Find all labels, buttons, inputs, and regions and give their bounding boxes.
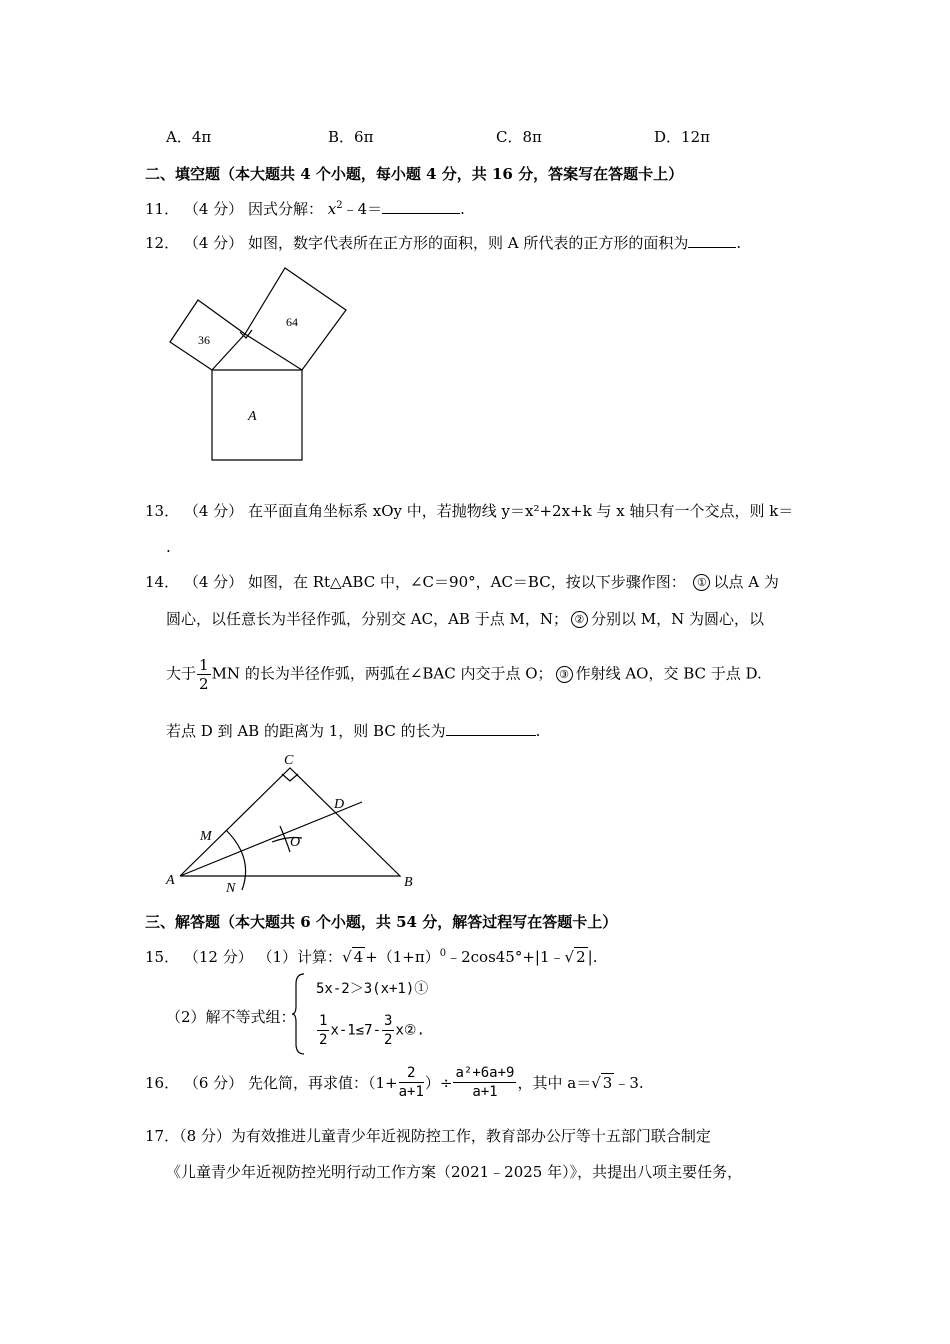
q11-text: 因式分解： [247, 200, 323, 218]
point-d-label: D [334, 797, 345, 812]
ineq2-frac2-den: 2 [384, 1032, 393, 1048]
q16-fraction-2: $\frac{\text{a²+6a+9}}{a+1}$ [455, 1065, 515, 1100]
ineq-dot: . [416, 1022, 425, 1039]
option-b: B．6π [328, 128, 374, 146]
q14-line2a: 圆心，以任意长为半径作弧，分别交 AC，AB 于点 M，N； [166, 610, 568, 628]
point-c-label: C [284, 753, 294, 768]
triangle-abc [180, 768, 400, 876]
sqrt-2: √ 2 [564, 948, 586, 966]
q14-line1b: 以点 A 为 [713, 573, 779, 591]
question-14-line-4: 若点 D 到 AB 的距离为 1，则 BC 的长为 . [166, 722, 541, 740]
point-b-label: B [404, 875, 413, 890]
q16-tail: ，其中 a＝ [517, 1074, 592, 1092]
q11-score: （4 分） [183, 200, 244, 218]
sqrt-3: √ 3 [591, 1073, 613, 1092]
q13-number: 13． [145, 502, 180, 520]
question-14-line-2 [166, 608, 764, 629]
label-36: 36 [198, 333, 210, 347]
q14-triangle-figure [160, 748, 430, 896]
option-a: A．4π [166, 128, 212, 146]
ineq2-frac-den: 2 [319, 1032, 328, 1048]
section-3-title: 三、解答题（本大题共 6 个小题，共 54 分，解答过程写在答题卡上） [145, 913, 618, 931]
question-17-line-1 [145, 1125, 711, 1146]
point-o-label: O [290, 835, 301, 850]
inequality-2 [316, 1012, 425, 1049]
q12-squares-figure [160, 262, 360, 472]
question-11: 11． （4 分） 因式分解： $x^2﹣4=$ . [145, 200, 465, 218]
option-d: D．12π [654, 128, 710, 146]
q15-number: 15． [145, 948, 180, 966]
q15-part-2-label: （2）解不等式组： [166, 1008, 296, 1026]
q11-number: 11． [145, 200, 180, 218]
q11-var: x [327, 200, 337, 218]
label-64: 64 [286, 315, 298, 329]
q14-line3b: MN 的长为半径作弧，两弧在∠BAC 内交于点 O； [211, 664, 553, 683]
q16-fraction-1: $\frac{2}{a+1}$ [398, 1065, 424, 1100]
q15-p1d: |. [587, 948, 598, 966]
ineq2-part-a: x-1≤7- [330, 1022, 382, 1039]
q16-number: 16． [145, 1074, 180, 1092]
question-15-part-1 [145, 946, 597, 967]
question-12: 12． （4 分） 如图，数字代表所在正方形的面积，则 A 所代表的正方形的面积为 . [145, 234, 742, 252]
q12-answer-blank [688, 233, 736, 248]
q17-line1: 为有效推进儿童青少年近视防控工作，教育部办公厅等十五部门联合制定 [230, 1127, 711, 1145]
q16-text: 先化简，再求值：（1+ [247, 1074, 398, 1092]
q15-p1a: （1）计算： [257, 948, 343, 966]
q17-score: （8 分） [179, 1127, 231, 1145]
q12-score: （4 分） [183, 234, 244, 252]
q16-tail2: ﹣3. [614, 1074, 644, 1092]
q15-exponent: 0 [439, 948, 447, 959]
question-17-line-2: 《儿童青少年近视防控光明行动工作方案（2021﹣2025 年）》，共提出八项主要任务， [166, 1163, 743, 1181]
ineq2-part-b: x② [395, 1022, 417, 1039]
q14-line3a: 大于 [166, 664, 197, 683]
point-m-label: M [200, 829, 212, 844]
q12-number: 12． [145, 234, 180, 252]
q15-p1c: ﹣2cos45°+|1﹣ [446, 948, 565, 966]
q13-text: 在平面直角坐标系 xOy 中，若抛物线 y＝x²+2x+k 与 x 轴只有一个交点，则 k＝ [247, 502, 794, 520]
step-2-marker: ② [571, 611, 588, 628]
question-13 [145, 500, 793, 521]
q16-score: （6 分） [183, 1074, 244, 1092]
square-a [212, 370, 302, 460]
q14-line1: 如图，在 Rt△ABC 中，∠C＝90°，AC＝BC，按以下步骤作图： [247, 573, 686, 591]
q14-line4: 若点 D 到 AB 的距离为 1，则 BC 的长为 [166, 722, 446, 740]
question-14-line-3 [166, 656, 762, 693]
fraction-one-half: $\frac{1}{2}$ [199, 656, 209, 693]
q14-answer-blank [446, 721, 536, 736]
label-a: A [248, 409, 257, 424]
ineq2-frac-num: 1 [319, 1013, 328, 1029]
inequality-1: 5x-2＞3(x+1)① [316, 981, 429, 997]
q13-tail: . [166, 538, 171, 556]
step-3-marker: ③ [556, 666, 573, 683]
system-brace [292, 972, 306, 1056]
question-16 [145, 1064, 644, 1101]
q14-line3c: 作射线 AO，交 BC 于点 D. [575, 664, 762, 683]
q12-text: 如图，数字代表所在正方形的面积，则 A 所代表的正方形的面积为 [247, 234, 689, 252]
q14-line2b: 分别以 M，N 为圆心，以 [590, 610, 764, 628]
section-2-title: 二、填空题（本大题共 4 个小题，每小题 4 分，共 16 分，答案写在答题卡上） [145, 165, 684, 183]
q16-mid: ）÷ [424, 1074, 453, 1092]
q13-score: （4 分） [183, 502, 244, 520]
ineq2-frac2-num: 3 [384, 1013, 393, 1029]
point-n-label: N [226, 881, 236, 896]
point-a-label: A [166, 873, 175, 888]
q14-number: 14． [145, 573, 180, 591]
sqrt-4: √ 4 [342, 948, 364, 966]
q17-number: 17． [145, 1127, 180, 1145]
step-1-marker: ① [693, 574, 710, 591]
question-14-line-1 [145, 571, 779, 592]
q11-expr: ﹣4＝ [342, 200, 383, 218]
q15-p1b: +（1+π） [365, 948, 440, 966]
q11-answer-blank [382, 199, 460, 214]
q15-score: （12 分） [183, 948, 253, 966]
q14-score: （4 分） [183, 573, 244, 591]
option-c: C．8π [496, 128, 542, 146]
